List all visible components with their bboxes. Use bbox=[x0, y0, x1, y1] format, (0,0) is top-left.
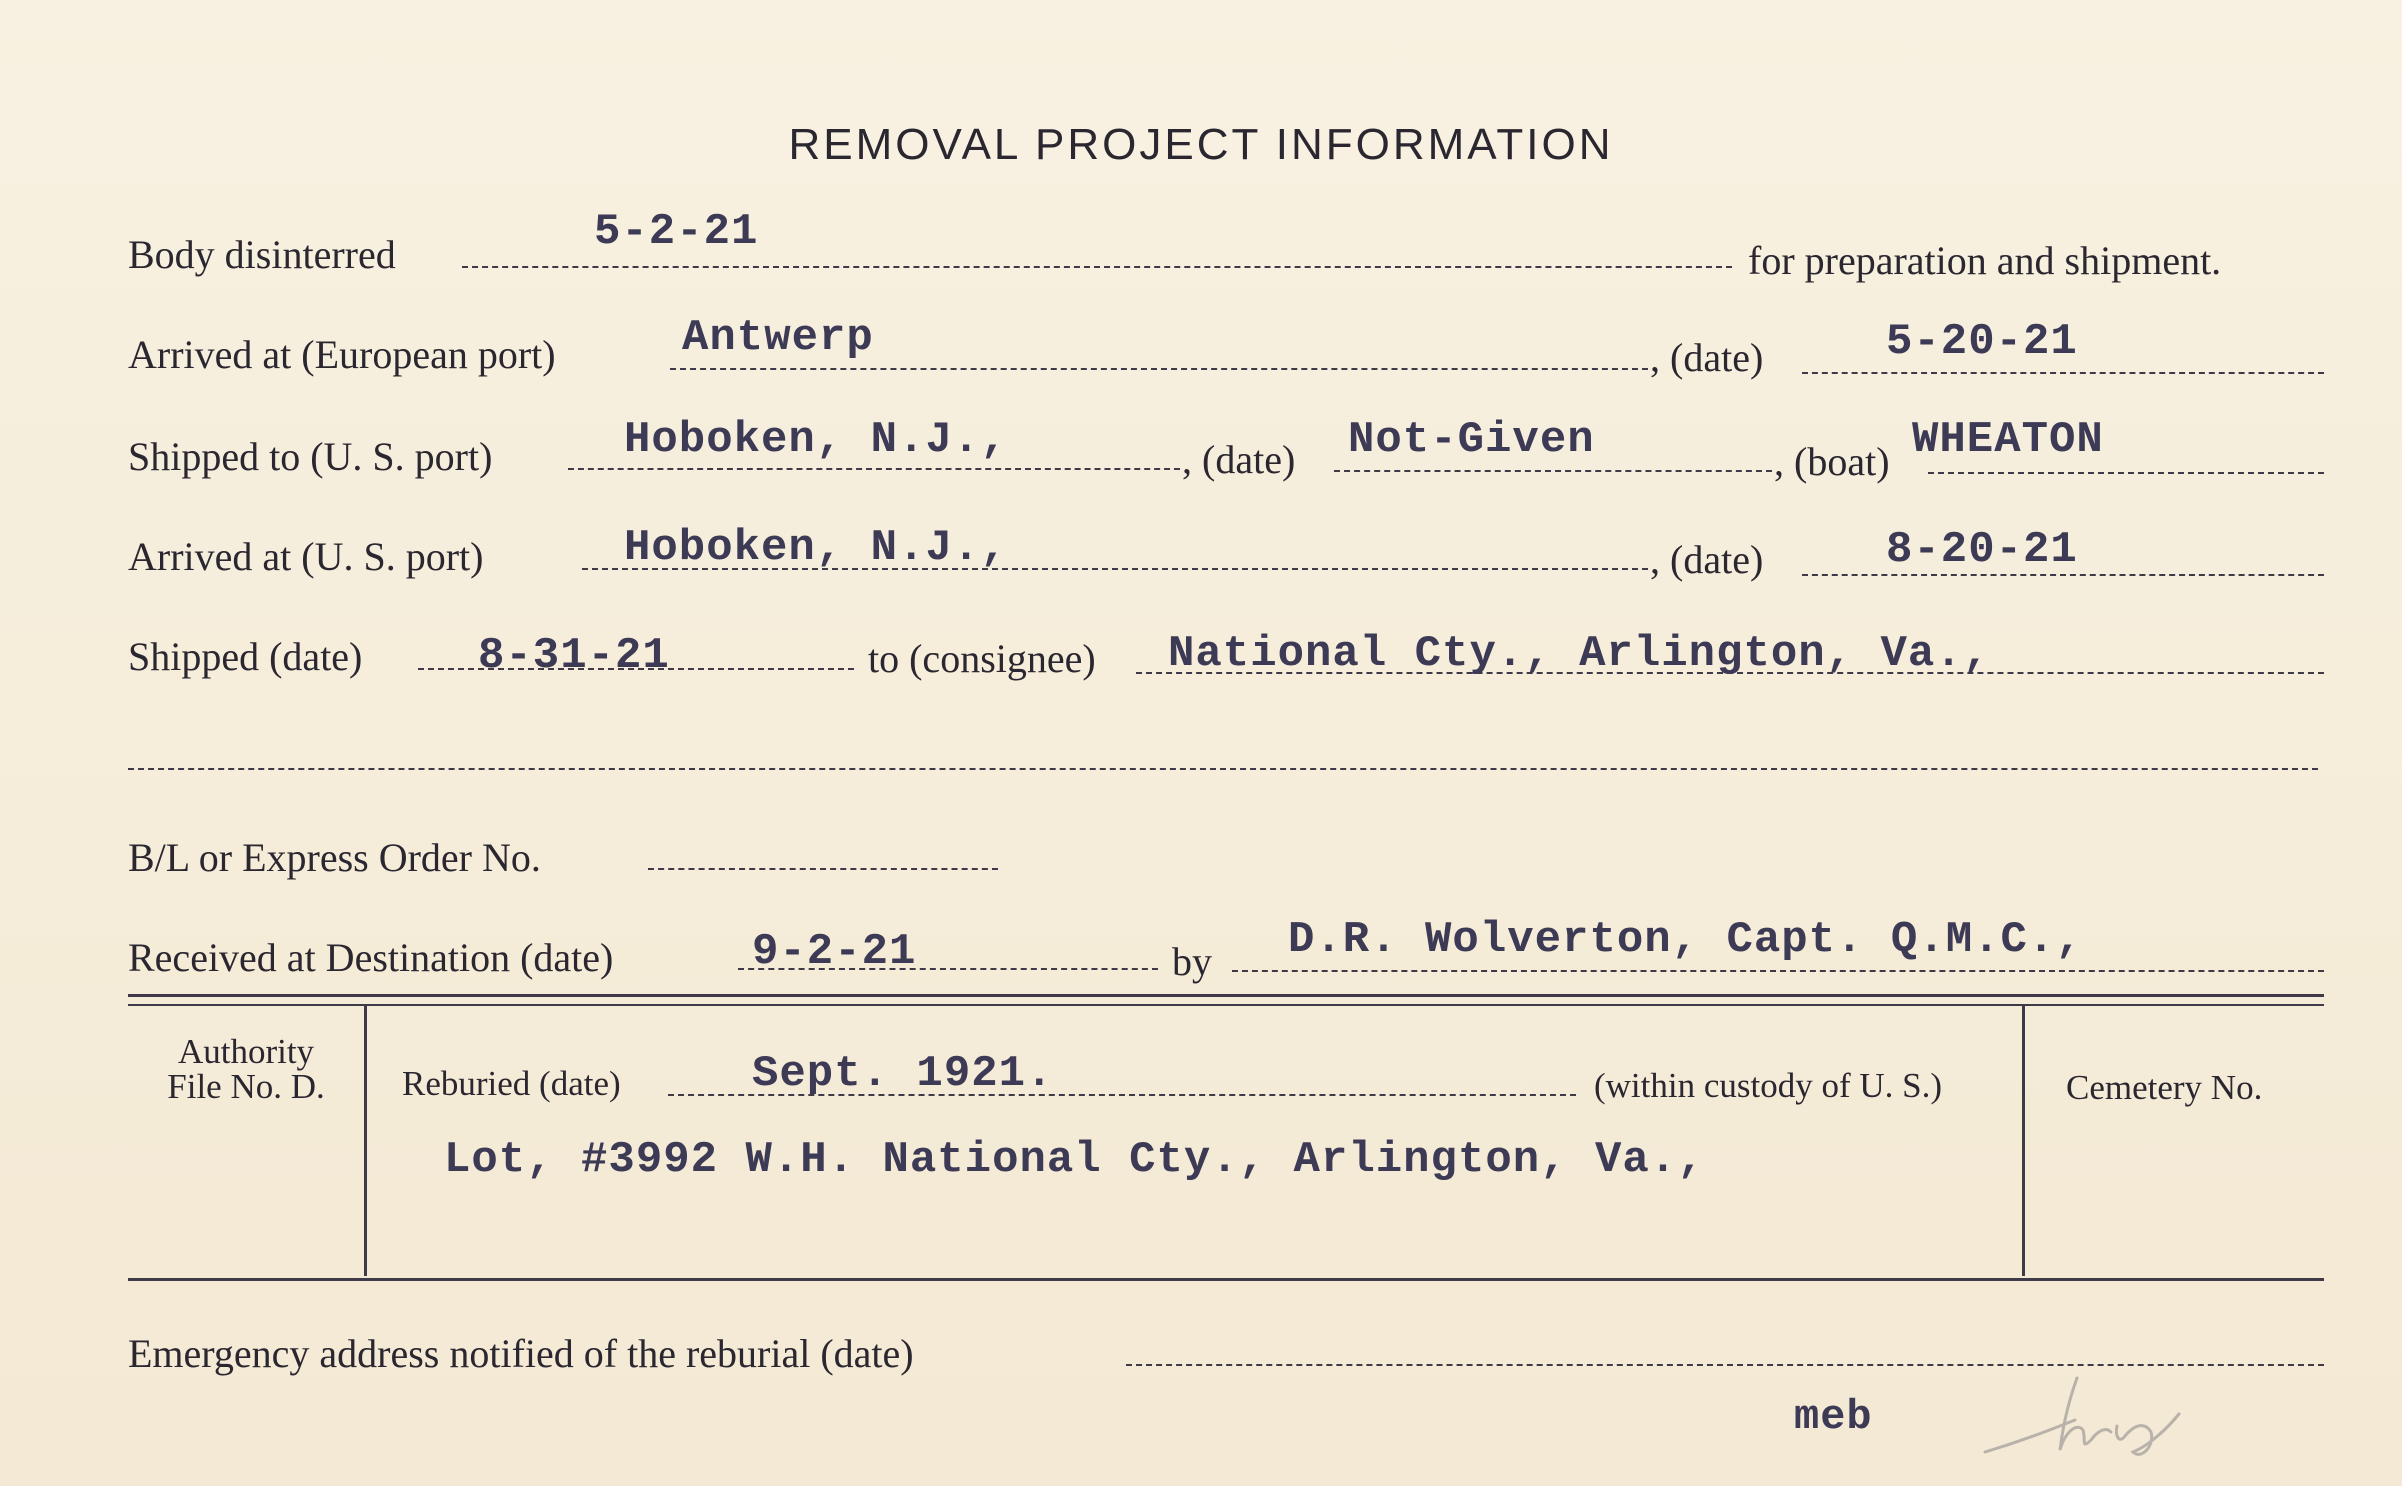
received-by-label: by bbox=[1172, 939, 1212, 984]
arrived-us-label: Arrived at (U. S. port) bbox=[128, 534, 484, 579]
arrived-european-value: Antwerp bbox=[682, 313, 874, 363]
received-by-value: D.R. Wolverton, Capt. Q.M.C., bbox=[1288, 915, 2083, 965]
shipped-label: Shipped (date) bbox=[128, 634, 363, 679]
shipped-us-boat-label: , (boat) bbox=[1774, 439, 1890, 484]
blank-line bbox=[128, 768, 2318, 770]
received-by-line bbox=[1232, 970, 2324, 972]
shipped-us-date-value: Not-Given bbox=[1348, 415, 1595, 465]
shipped-us-label: Shipped to (U. S. port) bbox=[128, 434, 493, 479]
box-top-rule-inner bbox=[128, 1004, 2324, 1006]
shipped-value: 8-31-21 bbox=[478, 631, 670, 681]
custody-label: (within custody of U. S.) bbox=[1594, 1066, 1943, 1105]
box-divider-left bbox=[364, 1006, 367, 1276]
arrived-european-date-value: 5-20-21 bbox=[1886, 317, 2078, 367]
arrived-european-line bbox=[670, 368, 1648, 370]
body-disinterred-value: 5-2-21 bbox=[594, 207, 759, 257]
shipped-us-boat-line bbox=[1928, 472, 2324, 474]
reburial-location: Lot, #3992 W.H. National Cty., Arlington, Va., bbox=[444, 1135, 1705, 1185]
pencil-signature bbox=[1965, 1370, 2195, 1470]
received-label: Received at Destination (date) bbox=[128, 935, 614, 980]
reburied-label: Reburied (date) bbox=[402, 1064, 621, 1103]
authority-block bbox=[128, 1034, 364, 1104]
arrived-european-label: Arrived at (European port) bbox=[128, 332, 556, 377]
emergency-label: Emergency address notified of the reburial (date) bbox=[128, 1331, 914, 1376]
typist-initials: meb bbox=[1794, 1393, 1873, 1441]
received-value: 9-2-21 bbox=[752, 927, 917, 977]
authority-line2: File No. D. bbox=[167, 1067, 325, 1106]
shipped-us-value: Hoboken, N.J., bbox=[624, 415, 1008, 465]
cemetery-label: Cemetery No. bbox=[2066, 1068, 2263, 1107]
arrived-european-date-label: , (date) bbox=[1650, 335, 1764, 380]
bl-order-label: B/L or Express Order No. bbox=[128, 835, 541, 880]
consignee-label: to (consignee) bbox=[868, 636, 1096, 681]
reburied-value: Sept. 1921. bbox=[752, 1049, 1054, 1099]
shipped-us-boat-value: WHEATON bbox=[1912, 415, 2104, 465]
arrived-us-value: Hoboken, N.J., bbox=[624, 523, 1008, 573]
body-disinterred-suffix: for preparation and shipment. bbox=[1748, 238, 2222, 283]
box-top-rule bbox=[128, 994, 2324, 997]
consignee-value: National Cty., Arlington, Va., bbox=[1168, 629, 1991, 679]
shipped-us-date-line bbox=[1334, 470, 1772, 472]
authority-line1: Authority bbox=[177, 1032, 315, 1071]
body-disinterred-line bbox=[462, 266, 1732, 268]
shipped-us-line bbox=[568, 468, 1180, 470]
body-disinterred-label: Body disinterred bbox=[128, 232, 396, 277]
arrived-us-date-value: 8-20-21 bbox=[1886, 525, 2078, 575]
emergency-line bbox=[1126, 1364, 2324, 1366]
arrived-us-date-label: , (date) bbox=[1650, 537, 1764, 582]
card-title: REMOVAL PROJECT INFORMATION bbox=[788, 120, 1614, 169]
box-bottom-rule bbox=[128, 1278, 2324, 1281]
bl-order-line bbox=[648, 868, 998, 870]
shipped-us-date-label: , (date) bbox=[1182, 437, 1296, 482]
arrived-european-date-line bbox=[1802, 372, 2324, 374]
box-divider-right bbox=[2022, 1006, 2025, 1276]
